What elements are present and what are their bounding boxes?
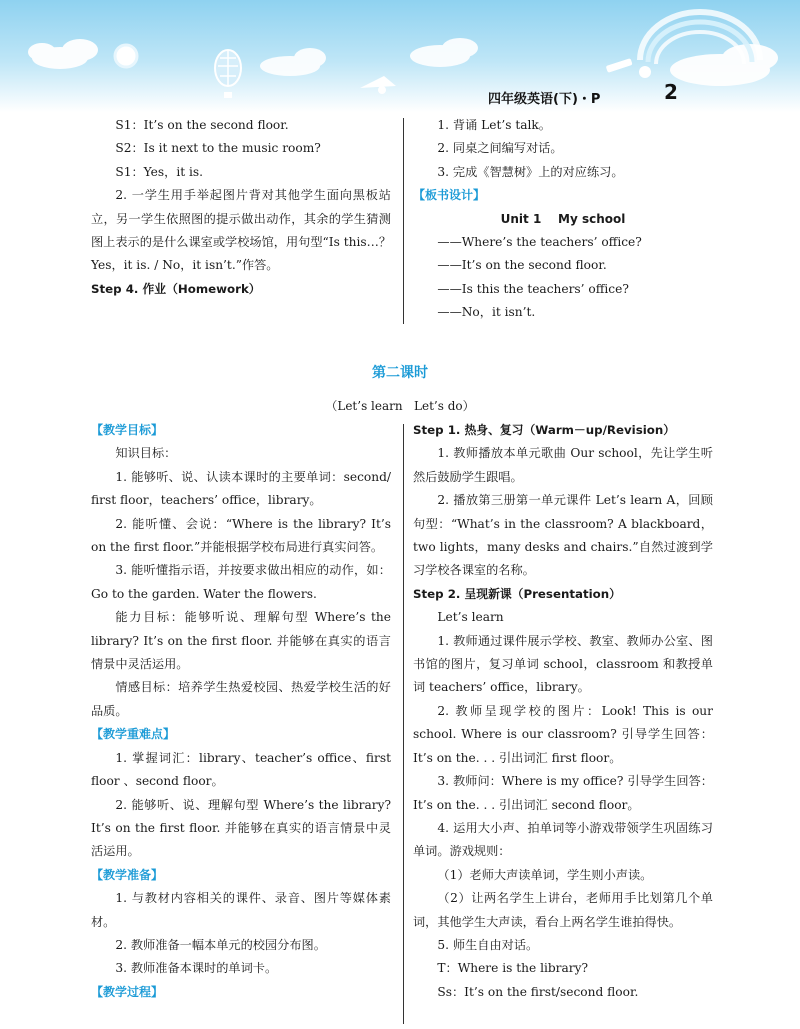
emotion-goal: 情感目标：培养学生热爱校园、热爱学校生活的好品质。 (91, 680, 391, 718)
cloud-icon (410, 38, 478, 67)
dialogue-line: Ss：It’s on the first/second floor. (437, 984, 639, 999)
process-tag: 【教学过程】 (91, 984, 164, 999)
cloud-icon (260, 48, 326, 76)
dialogue-line: T：Where is the library? (437, 961, 589, 976)
knowledge-goal: 2. 能听懂、会说：“Where is the library? It’s on the first floor.”并能根据学校布局进行真实问答。 (91, 516, 391, 555)
page-number: 2 (664, 80, 678, 104)
step-paragraph: 1. 教师通过课件展示学校、教室、教师办公室、图书馆的图片，复习单词 school，classroom 和教授单词 teachers’ office，library。 (413, 633, 713, 695)
preparation-item: 1. 与教材内容相关的课件、录音、图片等媒体素材。 (91, 891, 391, 929)
preparation-item: 3. 教师准备本课时的单词卡。 (115, 961, 278, 976)
lets-learn-label: Let’s learn (437, 610, 504, 625)
column-divider (403, 424, 404, 1024)
hot-air-balloon-icon (215, 50, 241, 98)
cloud-icon (28, 39, 98, 69)
dialogue-line: S2：Is it next to the music room? (115, 141, 321, 156)
step-heading: Step 1. 热身、复习（Warm－up/Revision） (413, 423, 676, 437)
activity-paragraph: 2. 一学生用手举起图片背对其他学生面向黑板站立，另一学生依照图的提示做出动作，其余的学生猜测图上表示的是什么课室或学校场馆，用句型“Is this…？Yes，it is. / No，it isn’t.”作答。 (91, 188, 392, 273)
preparation-item: 2. 教师准备一幅本单元的校园分布图。 (115, 937, 326, 952)
step-heading: Step 2. 呈现新课（Presentation） (413, 586, 621, 601)
homework-item: 2. 同桌之间编写对话。 (437, 141, 563, 156)
dialogue-line: S1：Yes，it is. (115, 164, 204, 179)
knowledge-heading: 知识目标： (115, 446, 177, 461)
column-divider (403, 118, 404, 324)
step-paragraph: 3. 教师问：Where is my office? 引导学生回答：It’s on the. . . 引出词汇 second floor。 (413, 774, 713, 812)
homework-item: 3. 完成《智慧树》上的对应练习。 (437, 164, 624, 179)
board-line: ——No，it isn’t. (437, 305, 536, 320)
bottom-right-column (413, 419, 713, 1004)
game-rule: （1）老师大声读单词，学生则小声读。 (437, 867, 653, 882)
knowledge-goal: 3. 能听懂指示语，并按要求做出相应的动作，如：Go to the garden. Water the flowers. (91, 563, 391, 601)
step-paragraph: 2. 教师呈现学校的图片：Look! This is our school. Where is our classroom? 引导学生回答：It’s on the. . . 引出词汇 first floor。 (413, 703, 713, 765)
goals-tag: 【教学目标】 (91, 423, 164, 437)
step-paragraph: 2. 播放第三册第一单元课件 Let’s learn A，回顾句型：“What’s in the classroom? A blackboard，two lights，many desks and chairs.”自然过渡到学习学校各课室的名称。 (413, 493, 713, 578)
board-title: Unit 1 My school (500, 211, 626, 226)
telescope-icon (606, 58, 651, 78)
homework-item: 1. 背诵 Let’s talk。 (437, 118, 551, 132)
header-banner (0, 0, 800, 112)
step-paragraph: 1. 教师播放本单元歌曲 Our school，先让学生听然后鼓励学生跟唱。 (413, 446, 713, 484)
glider-icon (360, 76, 396, 94)
board-line: ——Is this the teachers’ office? (437, 281, 629, 296)
preparation-tag: 【教学准备】 (91, 867, 164, 882)
step-paragraph: 4. 运用大小声、拍单词等小游戏带领学生巩固练习单词。游戏规则： (413, 820, 713, 859)
key-point: 2. 能够听、说、理解句型 Where’s the library? It’s on the first floor. 并能够在真实的语言情景中灵活运用。 (91, 797, 391, 859)
sky-illustration (0, 0, 800, 112)
knowledge-goal: 1. 能够听、说、认读本课时的主要单词：second/ first floor，teachers’ office，library。 (91, 469, 391, 508)
board-line: ——It’s on the second floor. (437, 258, 607, 273)
key-points-tag: 【教学重难点】 (91, 727, 176, 742)
top-left-column (91, 114, 391, 301)
book-title: 四年级英语(下)・P (488, 92, 601, 107)
board-design-tag: 【板书设计】 (413, 188, 486, 203)
top-right-column (413, 114, 713, 325)
game-rule: （2）让两名学生上讲台，老师用手比划第几个单词，其他学生大声读，看台上两名学生谁拍得快。 (413, 891, 713, 929)
key-point: 1. 掌握词汇：library、teacher’s office、first floor 、second floor。 (91, 750, 391, 789)
section-title: 第二课时 (372, 365, 428, 381)
sun-icon (115, 45, 137, 67)
step-paragraph: 5. 师生自由对话。 (437, 937, 539, 952)
ability-goal: 能力目标：能够听说、理解句型 Where’s the library? It’s on the first floor. 并能够在真实的语言情景中灵活运用。 (91, 610, 391, 672)
section-subtitle: （Let’s learn Let’s do） (325, 399, 475, 413)
step-heading: Step 4. 作业（Homework） (91, 281, 261, 296)
board-line: ——Where’s the teachers’ office? (437, 235, 642, 250)
dialogue-line: S1：It’s on the second floor. (115, 118, 289, 132)
bottom-left-column (91, 419, 391, 1004)
